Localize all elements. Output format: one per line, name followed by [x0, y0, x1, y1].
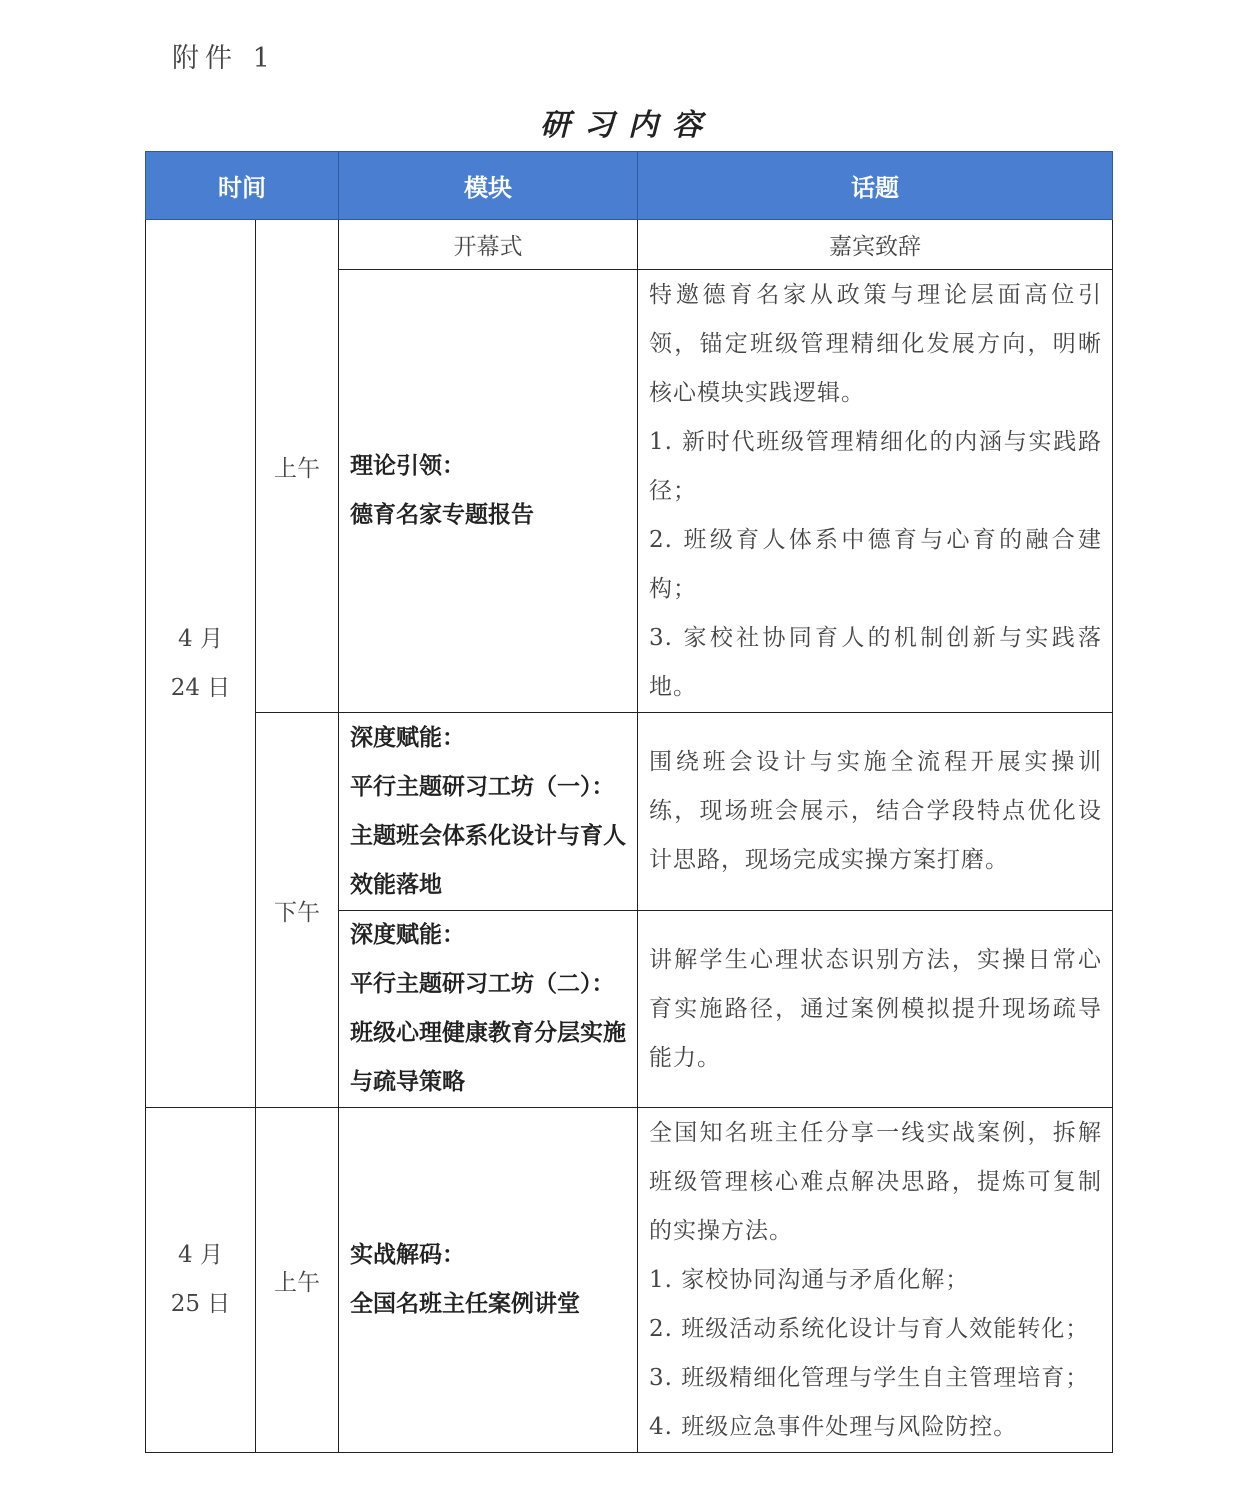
topic-item: 3. 班级精细化管理与学生自主管理培育； — [649, 1364, 1090, 1391]
date-cell-day1 — [146, 220, 256, 1108]
module-line: 平行主题研习工坊（二）： — [350, 971, 615, 997]
attachment-label: 附件 1 — [172, 43, 276, 74]
date-month: 4 月 — [178, 625, 223, 652]
date-day: 25 日 — [170, 1291, 231, 1317]
topic-item: 2. 班级育人体系中德育与心育的融合建构； — [649, 526, 1102, 602]
period-morning: 上午 — [256, 1108, 339, 1453]
header-time: 时间 — [146, 152, 339, 220]
topic-intro: 特邀德育名家从政策与理论层面高位引领，锚定班级管理精细化发展方向，明晰核心模块实践逻辑。 — [649, 281, 1102, 406]
header-module: 模块 — [339, 152, 638, 220]
module-case — [339, 1108, 638, 1453]
period-afternoon: 下午 — [256, 713, 339, 1108]
module-workshop1 — [339, 713, 638, 911]
table-row — [146, 713, 1113, 911]
module-line: 实战解码： — [350, 1242, 465, 1268]
table-row — [146, 1108, 1113, 1453]
date-month: 4 月 — [178, 1242, 223, 1268]
topic-item: 2. 班级活动系统化设计与育人效能转化； — [649, 1315, 1090, 1342]
topic-text: 讲解学生心理状态识别方法，实操日常心育实施路径，通过案例模拟提升现场疏导能力。 — [649, 946, 1102, 1071]
topic-text: 围绕班会设计与实施全流程开展实操训练，现场班会展示，结合学段特点优化设计思路，现场完成实操方案打磨。 — [649, 749, 1102, 873]
period-morning: 上午 — [256, 220, 339, 713]
date-day: 24 日 — [170, 674, 231, 701]
module-line: 平行主题研习工坊（一）： — [350, 773, 615, 800]
topic-workshop1 — [638, 713, 1113, 911]
module-line: 主题班会体系化设计与育人效能落地 — [350, 822, 626, 898]
topic-item: 1. 家校协同沟通与矛盾化解； — [649, 1266, 970, 1293]
page-title: 研习内容 — [540, 108, 716, 143]
table-row — [146, 220, 1113, 270]
topic-item: 1. 新时代班级管理精细化的内涵与实践路径； — [649, 428, 1102, 504]
module-theory — [339, 270, 638, 713]
module-line: 德育名家专题报告 — [350, 502, 534, 528]
module-line: 全国名班主任案例讲堂 — [350, 1291, 580, 1317]
topic-item: 4. 班级应急事件处理与风险防控。 — [649, 1413, 1018, 1440]
topic-intro: 全国知名班主任分享一线实战案例，拆解班级管理核心难点解决思路，提炼可复制的实操方法。 — [649, 1119, 1102, 1244]
topic-opening: 嘉宾致辞 — [638, 220, 1113, 270]
topic-workshop2 — [638, 911, 1113, 1108]
module-line: 深度赋能： — [350, 922, 465, 948]
module-workshop2 — [339, 911, 638, 1108]
module-line: 深度赋能： — [350, 724, 465, 751]
schedule-table — [145, 151, 1113, 1453]
module-line: 理论引领： — [350, 453, 465, 479]
topic-case — [638, 1108, 1113, 1453]
header-row — [146, 152, 1113, 220]
header-topic: 话题 — [638, 152, 1113, 220]
module-opening: 开幕式 — [339, 220, 638, 270]
module-line: 班级心理健康教育分层实施与疏导策略 — [350, 1020, 626, 1095]
date-cell-day2 — [146, 1108, 256, 1453]
topic-item: 3. 家校社协同育人的机制创新与实践落地。 — [649, 624, 1102, 700]
topic-theory — [638, 270, 1113, 713]
